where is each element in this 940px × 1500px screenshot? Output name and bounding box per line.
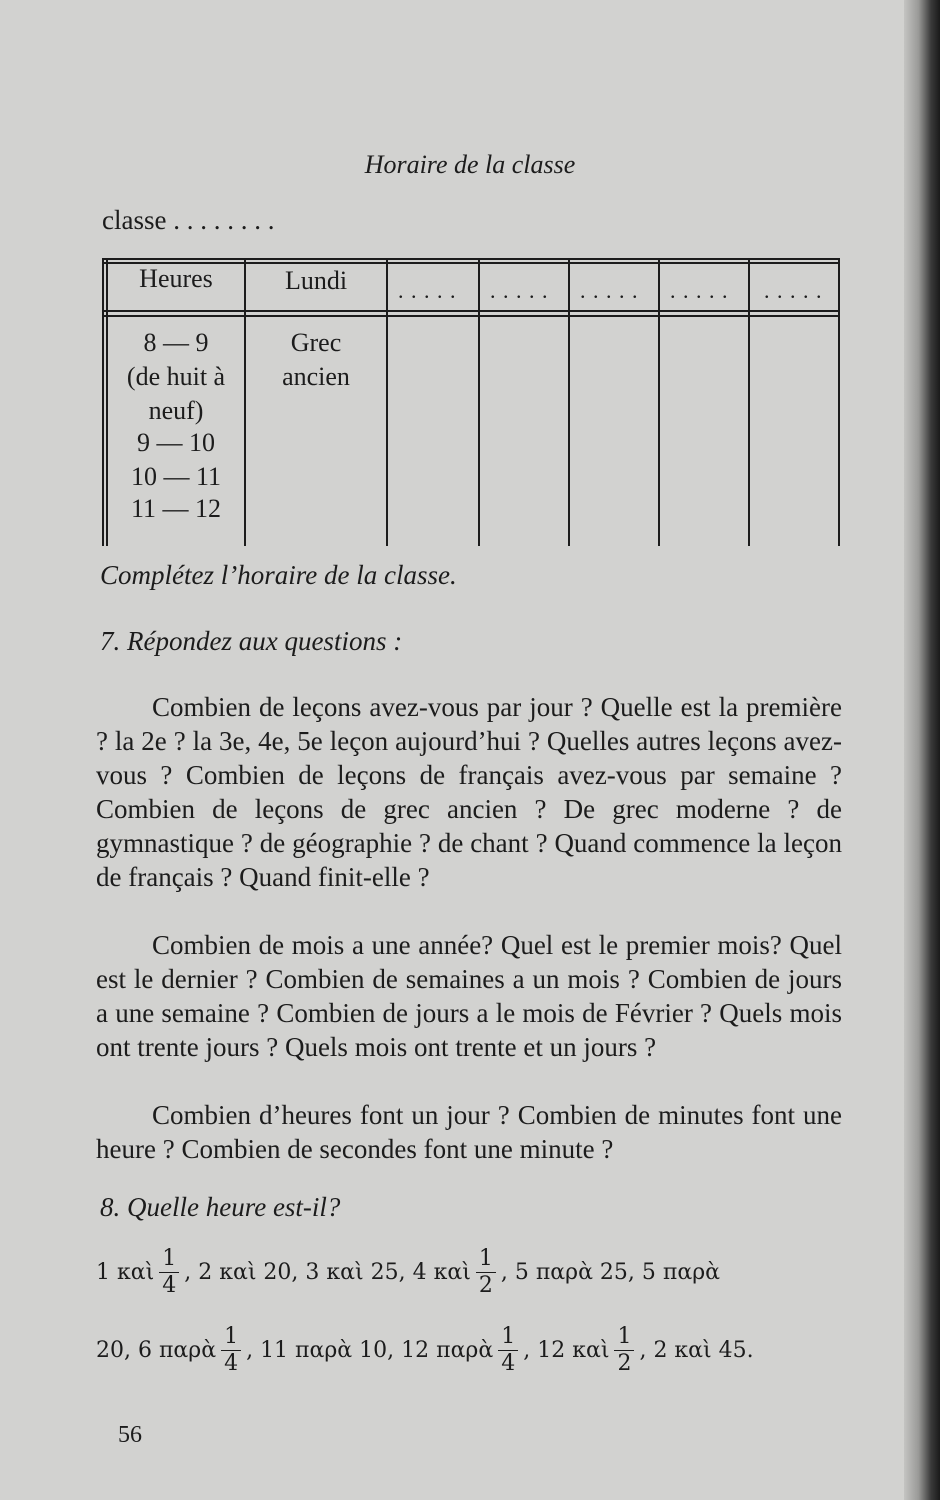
page-title: Horaire de la classe — [364, 150, 576, 179]
exercise7-paragraph: Combien de mois a une année? Quel est le premier mois? Quel est le dernier ? Combien de semaines a un mois ? Combien de jours a une semaine ? Combien de jours a le mois de Février ? Quels mois ont trente jours ? Quels mois ont trente et un jours ? — [96, 930, 842, 1062]
fraction: $\frac{1}{4}$ — [159, 1248, 179, 1297]
hours-row: 9 — 10 — [137, 428, 215, 457]
lundi-cell: ancien — [282, 362, 350, 391]
fraction: $\frac{1}{2}$ — [476, 1248, 496, 1297]
hours-row: 10 — 11 — [130, 462, 222, 491]
hours-row: (de huit à — [126, 362, 226, 391]
hours-row: neuf) — [148, 396, 204, 425]
page-binding-edge — [904, 0, 940, 1500]
col-header-blank: . . . . . — [764, 278, 823, 303]
col-header-blank: . . . . . — [580, 278, 639, 303]
col-header-blank: . . . . . — [670, 278, 729, 303]
fraction: $\frac{1}{4}$ — [221, 1326, 241, 1375]
col-header-heures: Heures — [139, 264, 213, 293]
lundi-cell: Grec — [290, 328, 342, 357]
col-header-blank: . . . . . — [398, 278, 457, 303]
exercise7-heading: 7. Répondez aux questions : — [100, 626, 403, 656]
time-expressions-line-2: 20, 6 παρὰ $\frac{1}{4}$ , 11 παρὰ 10, 12 παρὰ $\frac{1}{4}$ , 12 καὶ $\frac{1}{2}$ , 2 καὶ 45. — [96, 1324, 754, 1376]
schedule-table — [102, 258, 840, 546]
page-number: 56 — [118, 1422, 142, 1448]
hours-row: 11 — 12 — [130, 494, 222, 523]
exercise7-paragraph: Combien d’heures font un jour ? Combien de minutes font une heure ? Combien de secondes font une minute ? — [96, 1100, 842, 1164]
exercise8-heading: 8. Quelle heure est-il? — [100, 1192, 341, 1222]
classe-label: classe . . . . . . . . — [102, 205, 275, 235]
instruction-complete: Complétez l’horaire de la classe. — [100, 560, 457, 590]
fraction: $\frac{1}{2}$ — [614, 1326, 634, 1375]
hours-row: 8 — 9 — [143, 328, 209, 357]
col-header-blank: . . . . . — [490, 278, 549, 303]
fraction: $\frac{1}{4}$ — [498, 1326, 518, 1375]
col-header-lundi: Lundi — [284, 266, 348, 295]
exercise7-paragraph: Combien de leçons avez-vous par jour ? Quelle est la première ? la 2e ? la 3e, 4e, 5e leçon aujourd’hui ? Quelles autres leçons avez-vous ? Combien de leçons de français avez-vous par semaine ? Combien de leçons de grec ancien ? De grec moderne ? de gymnastique ? de géographie ? de chant ? Quand commence la leçon de français ? Quand finit-elle ? — [96, 692, 842, 892]
time-expressions-line-1: 1 καὶ $\frac{1}{4}$ , 2 καὶ 20, 3 καὶ 25, 4 καὶ $\frac{1}{2}$ , 5 παρὰ 25, 5 παρὰ — [96, 1246, 720, 1298]
